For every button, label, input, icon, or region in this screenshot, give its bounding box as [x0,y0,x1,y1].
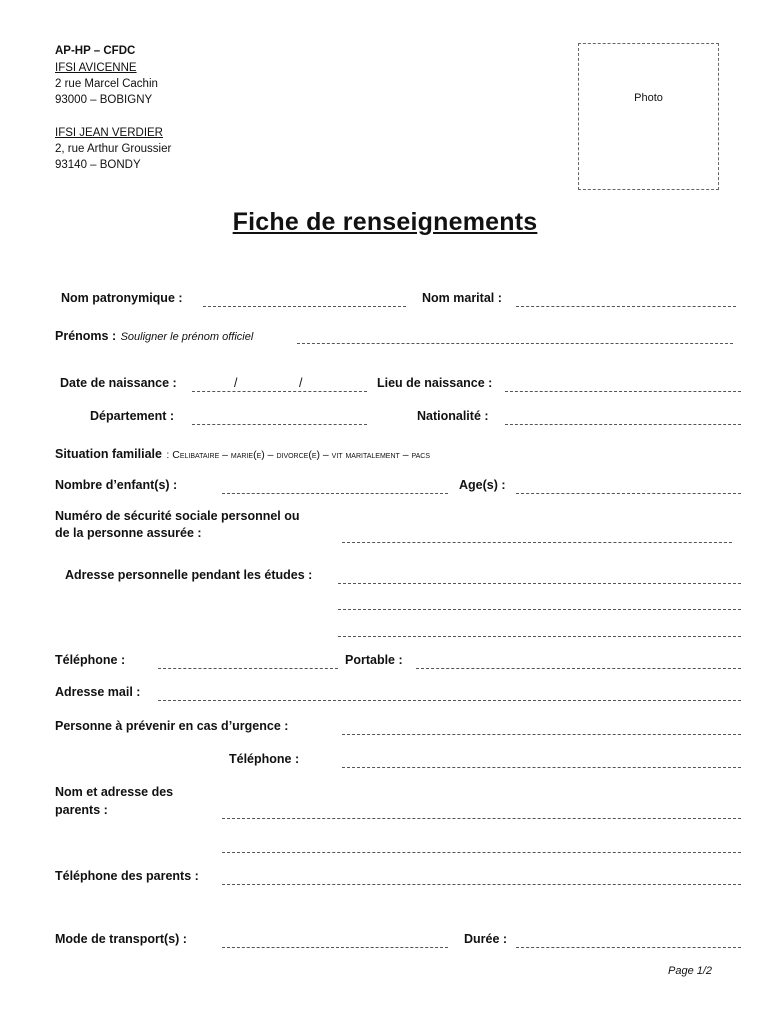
label-prenoms: Prénoms : [55,329,117,343]
field-adresse-perso-2[interactable] [338,609,741,610]
label-situation-familiale: Situation familiale [55,447,162,461]
label-secu-line1: Numéro de sécurité sociale personnel ou [55,509,300,523]
photo-label: Photo [634,92,663,104]
page-number: Page 1/2 [668,965,713,977]
label-telephone: Téléphone : [55,653,126,667]
label-duree: Durée : [464,932,508,946]
field-telephone[interactable] [158,668,338,669]
page-title: Fiche de renseignements [232,208,538,236]
field-nom-marital[interactable] [516,306,736,307]
school2-address2: 93140 – BONDY [55,159,141,171]
school2-name: IFSI JEAN VERDIER [55,127,163,139]
school2-address1: 2, rue Arthur Groussier [55,143,172,155]
school1-name: IFSI AVICENNE [55,62,137,74]
label-nationalite: Nationalité : [417,409,489,423]
field-personne-urgence[interactable] [342,734,741,735]
label-adresse-perso: Adresse personnelle pendant les études : [65,568,313,582]
field-nombre-enfants[interactable] [222,493,448,494]
field-lieu-naissance[interactable] [505,391,741,392]
label-portable: Portable : [345,653,403,667]
situation-row [55,445,430,463]
label-parents-line1: Nom et adresse des [55,785,174,799]
field-prenoms[interactable] [297,343,733,344]
org-name: AP-HP – CFDC [55,45,136,57]
label-mode-transport: Mode de transport(s) : [55,932,187,946]
field-telephone-urgence[interactable] [342,767,741,768]
field-secu[interactable] [342,542,732,543]
field-adresse-perso-1[interactable] [338,583,741,584]
label-personne-urgence: Personne à prévenir en cas d’urgence : [55,719,289,733]
field-adresse-mail[interactable] [158,700,741,701]
label-telephone-parents: Téléphone des parents : [55,869,199,883]
field-duree[interactable] [516,947,741,948]
field-portable[interactable] [416,668,741,669]
field-parents-2[interactable] [222,852,741,853]
field-ages[interactable] [516,493,741,494]
label-ages: Age(s) : [459,478,506,492]
label-date-naissance: Date de naissance : [60,376,177,390]
label-telephone-urgence: Téléphone : [229,752,300,766]
prenoms-row [55,327,253,345]
field-departement[interactable] [192,424,367,425]
label-nom-patronymique: Nom patronymique : [61,291,183,305]
label-departement: Département : [90,409,175,423]
label-nombre-enfants: Nombre d’enfant(s) : [55,478,178,492]
field-adresse-perso-3[interactable] [338,636,741,637]
school1-address2: 93000 – BOBIGNY [55,94,153,106]
label-lieu-naissance: Lieu de naissance : [377,376,493,390]
date-separator-1: / [234,376,238,390]
field-telephone-parents[interactable] [222,884,741,885]
photo-box[interactable] [578,43,719,190]
label-adresse-mail: Adresse mail : [55,685,141,699]
label-secu-line2: de la personne assurée : [55,526,202,540]
field-date-naissance[interactable] [192,391,367,392]
label-nom-marital: Nom marital : [422,291,502,305]
field-parents-1[interactable] [222,818,741,819]
situation-options: : Celibataire – marie(e) – divorce(e) – vit maritalement – pacs [166,449,431,461]
date-separator-2: / [299,376,303,390]
school1-address1: 2 rue Marcel Cachin [55,78,158,90]
field-nom-patronymique[interactable] [203,306,406,307]
label-parents-line2: parents : [55,803,108,817]
field-mode-transport[interactable] [222,947,448,948]
prenoms-hint: Souligner le prénom officiel [120,331,254,343]
field-nationalite[interactable] [505,424,741,425]
